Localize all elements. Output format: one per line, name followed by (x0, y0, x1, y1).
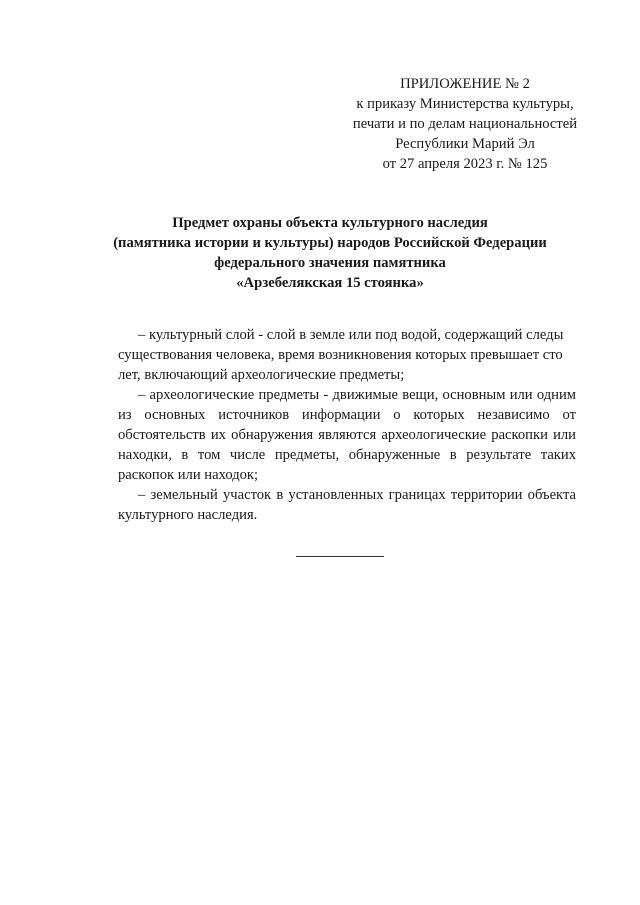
title-line-4: «Арзебелякская 15 стоянка» (236, 275, 424, 291)
separator-line (296, 556, 384, 557)
appendix-ministry: печати и по делам национальностей (352, 116, 578, 132)
item-archaeological-objects: – археологические предметы - движимые вещи, основным или одним из основных источников информации о которых независимо от обстоятельств их обнаружения являются археологические раскопки или находки, в том числе предметы, обнаруженные в результате таких раскопок или находок; (118, 387, 576, 483)
document-title (100, 213, 560, 293)
item-cultural-layer (118, 325, 576, 385)
item-cultural-layer-line-2: существования человека, время возникновения которых превышает сто (118, 347, 563, 363)
item-land-plot: – земельный участок в установленных границах территории объекта культурного наследия. (118, 487, 576, 523)
appendix-date: от 27 апреля 2023 г. № 125 (382, 156, 548, 172)
item-cultural-layer-line-1: – культурный слой - слой в земле или под водой, содержащий следы (138, 327, 564, 343)
item-cultural-layer-line-3: лет, включающий археологические предметы; (118, 367, 405, 383)
appendix-number: ПРИЛОЖЕНИЕ № 2 (400, 76, 530, 92)
appendix-order-ref: к приказу Министерства культуры, (356, 96, 574, 112)
protection-items (118, 325, 576, 525)
appendix-republic: Республики Марий Эл (395, 136, 535, 152)
title-line-3: федерального значения памятника (214, 255, 446, 271)
appendix-header (340, 74, 590, 174)
title-line-1: Предмет охраны объекта культурного наследия (172, 215, 488, 231)
title-line-2: (памятника истории и культуры) народов Российской Федерации (113, 235, 547, 251)
